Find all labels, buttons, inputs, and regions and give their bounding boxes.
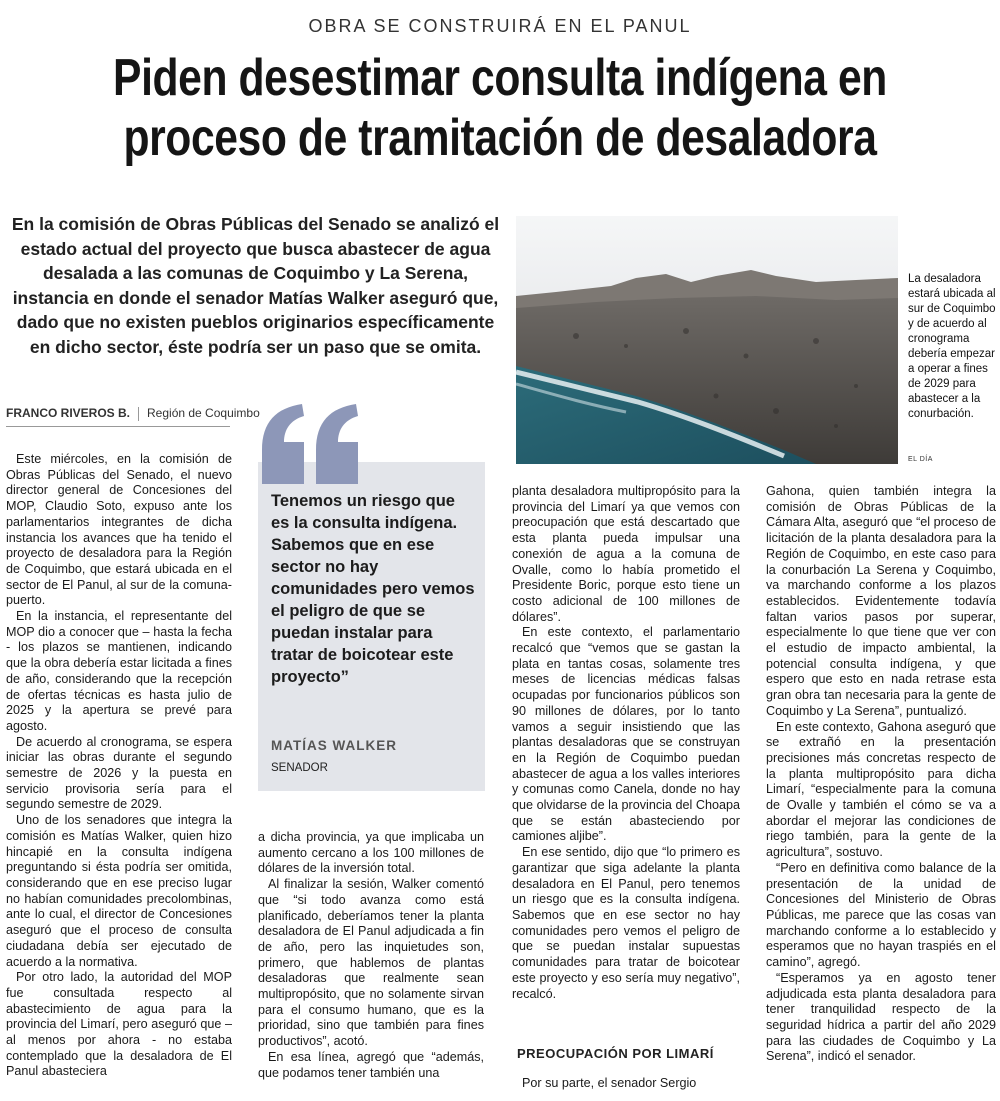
paragraph: En este contexto, el parlamentario recalcó que “vemos que se gastan la plata en tantas cosas, solamente tres meses de licencias médicas falsas ocupadas por funcionarios públicos son 90 millones de dólares, por lo tanto vamos a seguir insistiendo que las plantas desaladoras que se construyan en la Región de Coquimbo puedan abastecer de agua a los valles interiores y comunas como Canela, donde no hay que olvidarse de la provincia del Choapa que se están abasteciendo por camiones aljibe”. — [512, 625, 740, 844]
photo-caption: La desaladora estará ubicada al sur de Coquimbo y de acuerdo al cronograma debería empezar a operar a fines de 2029 para abastecer a la conurbación. — [908, 273, 996, 420]
column-3 — [512, 484, 740, 1002]
paragraph: Al finalizar la sesión, Walker comentó que “si todo avanza como está planificado, deberíamos tener la planta desaladora de El Panul adjudicada a fin de año, pero las inquietudes son, primero, que hablemos de plantas desaladoras que realmente sean multipropósito, que no solamente sirvan para el consumo humano, que es la prioridad, sino que también para fines productivos”, acotó. — [258, 877, 484, 1049]
pull-quote-role: SENADOR — [271, 762, 328, 774]
paragraph: En ese sentido, dijo que “lo primero es garantizar que siga adelante la planta desaladora en El Panul, pero tenemos un riesgo que es la consulta indígena. Sabemos que en ese sector no hay comunidades pero vemos el peligro de que se puedan instalar supuestas comunidades para tratar de boicotear este proyecto y eso sería muy negativo”, recalcó. — [512, 845, 740, 1001]
paragraph: Por otro lado, la autoridad del MOP fue consultada respecto al abastecimiento de agua para la provincia del Limarí, pero aseguró que – al menos por ahora - no estaba contemplado que la desaladora de El Panul abasteciera — [6, 970, 232, 1079]
byline-author: FRANCO RIVEROS B. — [6, 406, 131, 420]
paragraph: Gahona, quien también integra la comisión de Obras Públicas de la Cámara Alta, aseguró que “el proceso de licitación de la planta desaladora para la Región de Coquimbo, en este caso para la conurbación La Serena y Coquimbo, va marchando conforme a los plazos establecidos. Evidentemente todavía faltan varios pasos por superar, especialmente lo que tiene que ver con el estudio de impacto ambiental, la potencial consulta indígena, y que espero que esto en nada retrase esta gran obra tan necesaria para la gente de Coquimbo y La Serena”, puntualizó. — [766, 484, 996, 718]
headline-line-1: Piden desestimar consulta indígena en — [113, 49, 887, 107]
photo-credit: EL DÍA — [908, 456, 933, 463]
paragraph: Este miércoles, en la comisión de Obras Públicas del Senado, el nuevo director general de Concesiones del MOP, Claudio Soto, expuso ante los parlamentarios integrantes de dicha instancia los avances que ha tenido el proyecto de desaladora para la Región de Coquimbo, que estará ubicada en el sector de El Panul, al sur de la comuna-puerto. — [6, 452, 232, 608]
lead-paragraph: En la comisión de Obras Públicas del Senado se analizó el estado actual del proyecto que busca abastecer de agua desalada a las comunas de Coquimbo y La Serena, instancia en donde el senador Matías Walker aseguró que, dado que no existen pueblos originarios específicamente en dicho sector, éste podría ser un paso que se omita. — [11, 214, 500, 357]
pull-quote-name: MATÍAS WALKER — [271, 738, 397, 753]
paragraph: a dicha provincia, ya que implicaba un aumento cercano a los 100 millones de dólares de la inversión total. — [258, 830, 484, 876]
byline-rule — [6, 426, 230, 427]
paragraph: En este contexto, Gahona aseguró que se extrañó en la presentación precisiones más concretas respecto de la planta multipropósito para dicha Limarí, “especialmente para la comuna de Ovalle y también el cómo se va a abordar el mejorar las condiciones de riego también, para la gente de la agricultura”, sostuvo. — [766, 719, 996, 860]
column-4 — [766, 484, 996, 1065]
paragraph: planta desaladora multipropósito para la provincia del Limarí ya que vemos con preocupación que está descartado que esta planta pueda impulsar una conexión de agua a la comuna de Ovalle, como lo había prometido el Presidente Boric, porque esto tiene un costo adicional de 100 millones de dólares”. — [512, 484, 740, 624]
paragraph: En esa línea, agregó que “además, que podamos tener también una — [258, 1049, 484, 1080]
byline-location: Región de Coquimbo — [147, 406, 260, 420]
byline — [6, 406, 260, 421]
paragraph: “Pero en definitiva como balance de la presentación de la unidad de Concesiones del Ministerio de Obras Públicas, me parece que las cosas van marchando conforme a lo establecido y esperamos que no hayan traspiés en el camino”, agregó. — [766, 860, 996, 970]
byline-divider — [138, 407, 139, 421]
column-3-continuation — [512, 1076, 740, 1092]
headline — [106, 48, 893, 168]
paragraph: En la instancia, el representante del MOP dio a conocer que – hasta la fecha - los plazos se mantienen, indicando que la obra debería estar licitada a fines de año, considerando que la recepción de ofertas técnicas es hasta julio de 2025 y la apertura se prevé para agosto. — [6, 609, 232, 733]
quote-mark-icon — [258, 400, 368, 495]
coastline-photo-image — [516, 216, 898, 464]
paragraph: Por su parte, el senador Sergio — [522, 1076, 697, 1090]
kicker: OBRA SE CONSTRUIRÁ EN EL PANUL — [308, 16, 692, 36]
paragraph: De acuerdo al cronograma, se espera iniciar las obras durante el segundo semestre de 2026 y la puesta en servicio provisoria sería para el segundo semestre de 2029. — [6, 734, 232, 812]
paragraph: “Esperamos ya en agosto tener adjudicada esta planta desaladora para tener tranquilidad respecto de la seguridad hídrica a partir del año 2029 para las ciudades de Coquimbo y La Serena”, indicó el senador. — [766, 970, 996, 1064]
column-1 — [6, 452, 232, 1080]
headline-line-2: proceso de tramitación de desaladora — [123, 109, 877, 167]
section-subhead: PREOCUPACIÓN POR LIMARÍ — [517, 1046, 714, 1061]
pull-quote-text: Tenemos un riesgo que es la consulta indígena. Sabemos que en ese sector no hay comunidades pero vemos el peligro de que se puedan instalar para tratar de boicotear este proyecto” — [271, 492, 475, 686]
column-2 — [258, 830, 484, 1081]
coastline-photo — [516, 216, 898, 464]
paragraph: Uno de los senadores que integra la comisión es Matías Walker, quien hizo hincapié en la consulta indígena preguntando si ésta podría ser omitida, considerando que en ese preciso lugar no habían comunidades precolombinas, ante lo cual, el director de Concesiones aseguró que el proceso de consulta ciudadana debía ser ejecutado de acuerdo a la normativa. — [6, 813, 232, 969]
